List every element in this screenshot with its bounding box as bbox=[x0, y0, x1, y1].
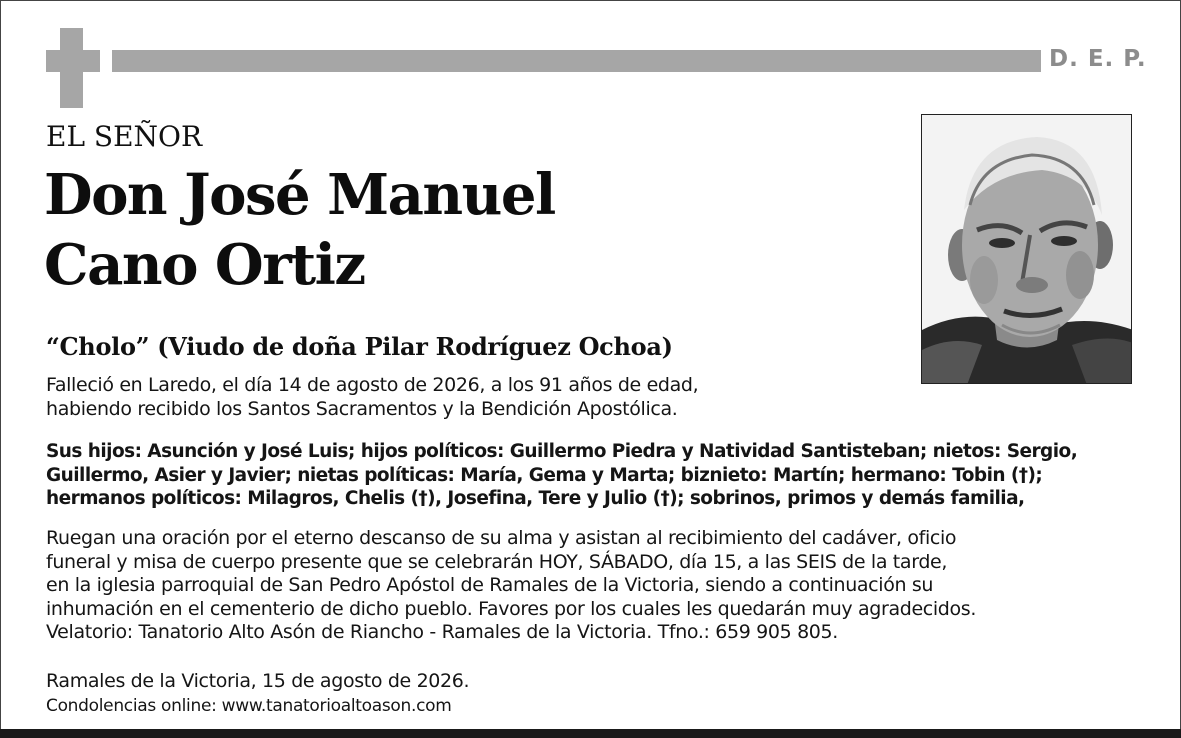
request-line: inhumación en el cementerio de dicho pueblo. Favores por los cuales les quedarán muy agradecidos. bbox=[46, 597, 977, 620]
request-line: Velatorio: Tanatorio Alto Asón de Riancho - Ramales de la Victoria. Tfno.: 659 905 805. bbox=[46, 621, 838, 643]
portrait-photo bbox=[921, 114, 1132, 384]
funeral-request bbox=[46, 527, 976, 645]
family-line: Guillermo, Asier y Javier; nietas políticas: María, Gema y Marta; biznieto: Martín; hermano: Tobin (†); bbox=[46, 464, 1043, 486]
condolences-link[interactable]: Condolencias online: www.tanatorioaltoason.com bbox=[46, 696, 452, 716]
nickname-line: “Cholo” (Viudo de doña Pilar Rodríguez Ochoa) bbox=[46, 332, 673, 361]
portrait-image bbox=[922, 115, 1132, 384]
death-notice-line: habiendo recibido los Santos Sacramentos y la Bendición Apostólica. bbox=[46, 397, 678, 420]
dep-label: D. E. P. bbox=[1049, 46, 1147, 72]
place-date: Ramales de la Victoria, 15 de agosto de 2026. bbox=[46, 670, 470, 692]
request-line: en la iglesia parroquial de San Pedro Apóstol de Ramales de la Victoria, siendo a continuación su bbox=[46, 574, 934, 596]
title-prefix: EL SEÑOR bbox=[46, 120, 203, 153]
family-list bbox=[46, 440, 1077, 511]
request-line: Ruegan una oración por el eterno descanso de su alma y asistan al recibimiento del cadáver, oficio bbox=[46, 527, 957, 549]
bottom-border bbox=[0, 729, 1181, 738]
cross-icon bbox=[46, 28, 100, 108]
request-line: funeral y misa de cuerpo presente que se celebrarán HOY, SÁBADO, día 15, a las SEIS de la tarde, bbox=[46, 550, 948, 573]
family-line: Sus hijos: Asunción y José Luis; hijos políticos: Guillermo Piedra y Natividad Santisteban; nietos: Sergio, bbox=[46, 441, 1078, 462]
name-line-2: Cano Ortiz bbox=[44, 232, 365, 298]
deceased-name bbox=[44, 160, 555, 300]
header-rule bbox=[112, 50, 1041, 72]
name-line-1: Don José Manuel bbox=[44, 162, 555, 228]
death-notice bbox=[46, 374, 698, 421]
death-notice-line: Falleció en Laredo, el día 14 de agosto de 2026, a los 91 años de edad, bbox=[46, 374, 699, 396]
family-line: hermanos políticos: Milagros, Chelis (†), Josefina, Tere y Julio (†); sobrinos, primos y demás familia, bbox=[46, 488, 1025, 509]
